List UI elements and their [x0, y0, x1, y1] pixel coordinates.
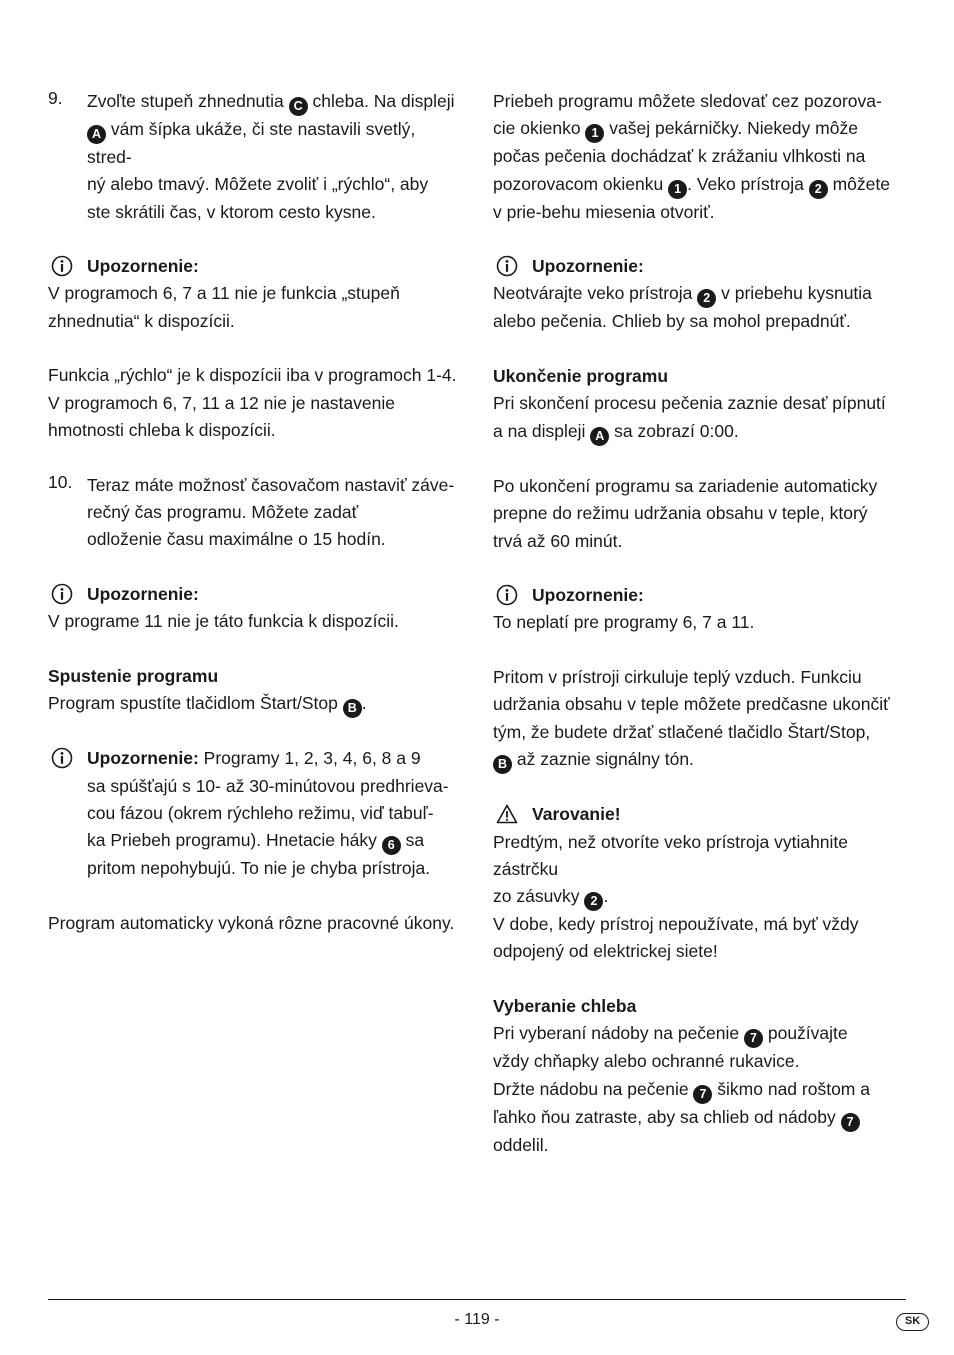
- text: . Veko prístroja: [687, 173, 809, 194]
- right-column: [493, 88, 909, 1159]
- text: vždy chňapky alebo ochranné rukavice.: [493, 1051, 800, 1072]
- text: cou fázou (okrem rýchleho režimu, viď tabuľ-: [87, 802, 434, 823]
- text: alebo pečenia. Chlieb by sa mohol prepadnúť.: [493, 311, 851, 332]
- callout-b-icon: B: [493, 755, 512, 774]
- paragraph: [493, 88, 909, 226]
- text: Program spustíte tlačidlom Štart/Stop: [48, 692, 343, 713]
- text: tým, že budete držať stlačené tlačidlo Štart/Stop,: [493, 721, 871, 742]
- text: udržania obsahu v teple môžete predčasne ukončiť: [493, 694, 890, 715]
- section-heading: Vyberanie chleba: [493, 996, 637, 1017]
- paragraph: [493, 473, 909, 555]
- callout-a-icon: A: [590, 427, 609, 446]
- text: Po ukončení programu sa zariadenie automaticky: [493, 475, 878, 496]
- text: používajte: [763, 1023, 848, 1044]
- note-2: [48, 581, 464, 636]
- text: ka Priebeh programu). Hnetacie háky: [87, 830, 382, 851]
- paragraph: [48, 910, 464, 937]
- text: Zvoľte stupeň zhnednutia: [87, 91, 289, 111]
- text: To neplatí pre programy 6, 7 a 11.: [493, 612, 755, 633]
- text: cie okienko: [493, 118, 586, 139]
- warning-icon: [496, 803, 518, 825]
- text: zhnednutia“ k dispozícii.: [48, 310, 235, 331]
- removal-section: [493, 993, 909, 1159]
- text: V programoch 6, 7, 11 a 12 nie je nastavenie: [48, 392, 395, 413]
- left-column: [48, 88, 464, 937]
- text: sa: [400, 830, 425, 851]
- text: V programoch 6, 7 a 11 nie je funkcia „stupeň: [48, 283, 400, 304]
- note-1: [48, 253, 464, 335]
- footer-divider: [48, 1299, 906, 1300]
- text: v prie-behu miesenia otvoriť.: [493, 201, 715, 222]
- text: oddelil.: [493, 1134, 549, 1155]
- end-program-section: [493, 363, 909, 446]
- note-heading: Upozornenie:: [532, 256, 644, 277]
- step-number: 9.: [48, 88, 63, 108]
- callout-2-icon: 2: [809, 180, 828, 199]
- callout-2-icon: 2: [697, 289, 716, 308]
- text: zo zásuvky: [493, 886, 585, 907]
- text: šikmo nad roštom a: [712, 1078, 870, 1099]
- warning-box: [493, 801, 909, 965]
- text: počas pečenia dochádzať k zrážaniu vlhkosti na: [493, 146, 866, 167]
- note-1: [493, 253, 909, 336]
- info-icon: [496, 584, 518, 606]
- text: prepne do režimu udržania obsahu v teple, ktorý: [493, 503, 868, 524]
- text: Program automaticky vykoná rôzne pracovné úkony.: [48, 912, 455, 933]
- note-heading: Upozornenie:: [87, 748, 199, 769]
- paragraph: [493, 664, 909, 774]
- step-number: 10.: [48, 471, 73, 492]
- note-heading: Upozornenie:: [532, 585, 644, 606]
- paragraph: [48, 362, 464, 444]
- text: Priebeh programu môžete sledovať cez pozorova-: [493, 91, 882, 111]
- text: pozorovacom okienku: [493, 173, 669, 194]
- text: ste skrátili čas, v ktorom cesto kysne.: [87, 201, 376, 222]
- text: Funkcia „rýchlo“ je k dispozícii iba v programoch 1-4.: [48, 365, 457, 386]
- text: ný alebo tmavý. Môžete zvoliť i „rýchlo“, aby: [87, 174, 429, 195]
- text: v priebehu kysnutia: [716, 283, 872, 304]
- info-icon: [51, 747, 73, 769]
- text: Predtým, než otvoríte veko prístroja vytiahnite zástrčku: [493, 831, 849, 879]
- page-number: - 119 -: [454, 1311, 500, 1328]
- section-heading: Ukončenie programu: [493, 366, 669, 387]
- callout-7-icon: 7: [744, 1029, 763, 1048]
- note-heading: Upozornenie:: [87, 256, 199, 277]
- text: môžete: [827, 173, 890, 194]
- callout-a-icon: A: [87, 125, 106, 144]
- text: rečný čas programu. Môžete zadať: [87, 501, 359, 522]
- step-9: [48, 88, 464, 226]
- text: vám šípka ukáže, či ste nastavili svetlý, stred-: [87, 119, 416, 167]
- text: ľahko ňou zatraste, aby sa chlieb od nádoby: [493, 1106, 841, 1127]
- text: chleba. Na displeji: [307, 91, 455, 111]
- section-heading: Spustenie programu: [48, 665, 219, 686]
- text: odloženie času maximálne o 15 hodín.: [87, 529, 386, 550]
- text: odpojený od elektrickej siete!: [493, 941, 718, 962]
- text: V programe 11 nie je táto funkcia k dispozícii.: [48, 611, 399, 632]
- callout-b-icon: B: [343, 699, 362, 718]
- text: Programy 1, 2, 3, 4, 6, 8 a 9: [198, 748, 421, 769]
- callout-6-icon: 6: [382, 836, 401, 855]
- text: vašej pekárničky. Niekedy môže: [604, 118, 858, 139]
- text: sa spúšťajú s 10- až 30-minútovou predhrieva-: [87, 775, 449, 796]
- note-2: [493, 582, 909, 637]
- text: .: [361, 692, 367, 713]
- start-program-section: [48, 663, 464, 718]
- note-heading: Upozornenie:: [87, 583, 199, 604]
- text: Pri vyberaní nádoby na pečenie: [493, 1023, 744, 1044]
- callout-7-icon: 7: [693, 1085, 712, 1104]
- note-3: [48, 745, 464, 882]
- text: hmotnosti chleba k dispozícii.: [48, 419, 276, 440]
- language-badge: SK: [896, 1313, 929, 1331]
- warning-heading: Varovanie!: [532, 804, 621, 825]
- step-10: [48, 472, 464, 554]
- callout-1-icon: 1: [668, 180, 687, 199]
- text: Pri skončení procesu pečenia zaznie desať pípnutí: [493, 393, 886, 414]
- text: až zaznie signálny tón.: [512, 748, 694, 769]
- text: Držte nádobu na pečenie: [493, 1078, 694, 1099]
- text: pritom nepohybujú. To nie je chyba prístroja.: [87, 858, 431, 879]
- text: a na displeji: [493, 420, 591, 441]
- info-icon: [496, 255, 518, 277]
- callout-2-icon: 2: [584, 892, 603, 911]
- callout-7-icon: 7: [841, 1113, 860, 1132]
- info-icon: [51, 583, 73, 605]
- info-icon: [51, 255, 73, 277]
- text: trvá až 60 minút.: [493, 530, 623, 551]
- callout-1-icon: 1: [585, 124, 604, 143]
- text: .: [603, 886, 609, 907]
- text: Teraz máte možnosť časovačom nastaviť záve-: [87, 474, 455, 495]
- text: sa zobrazí 0:00.: [609, 420, 739, 441]
- text: V dobe, kedy prístroj nepoužívate, má byť vždy: [493, 914, 859, 935]
- text: Pritom v prístroji cirkuluje teplý vzduch. Funkciu: [493, 667, 862, 688]
- text: Neotvárajte veko prístroja: [493, 283, 698, 304]
- callout-c-icon: C: [289, 97, 308, 116]
